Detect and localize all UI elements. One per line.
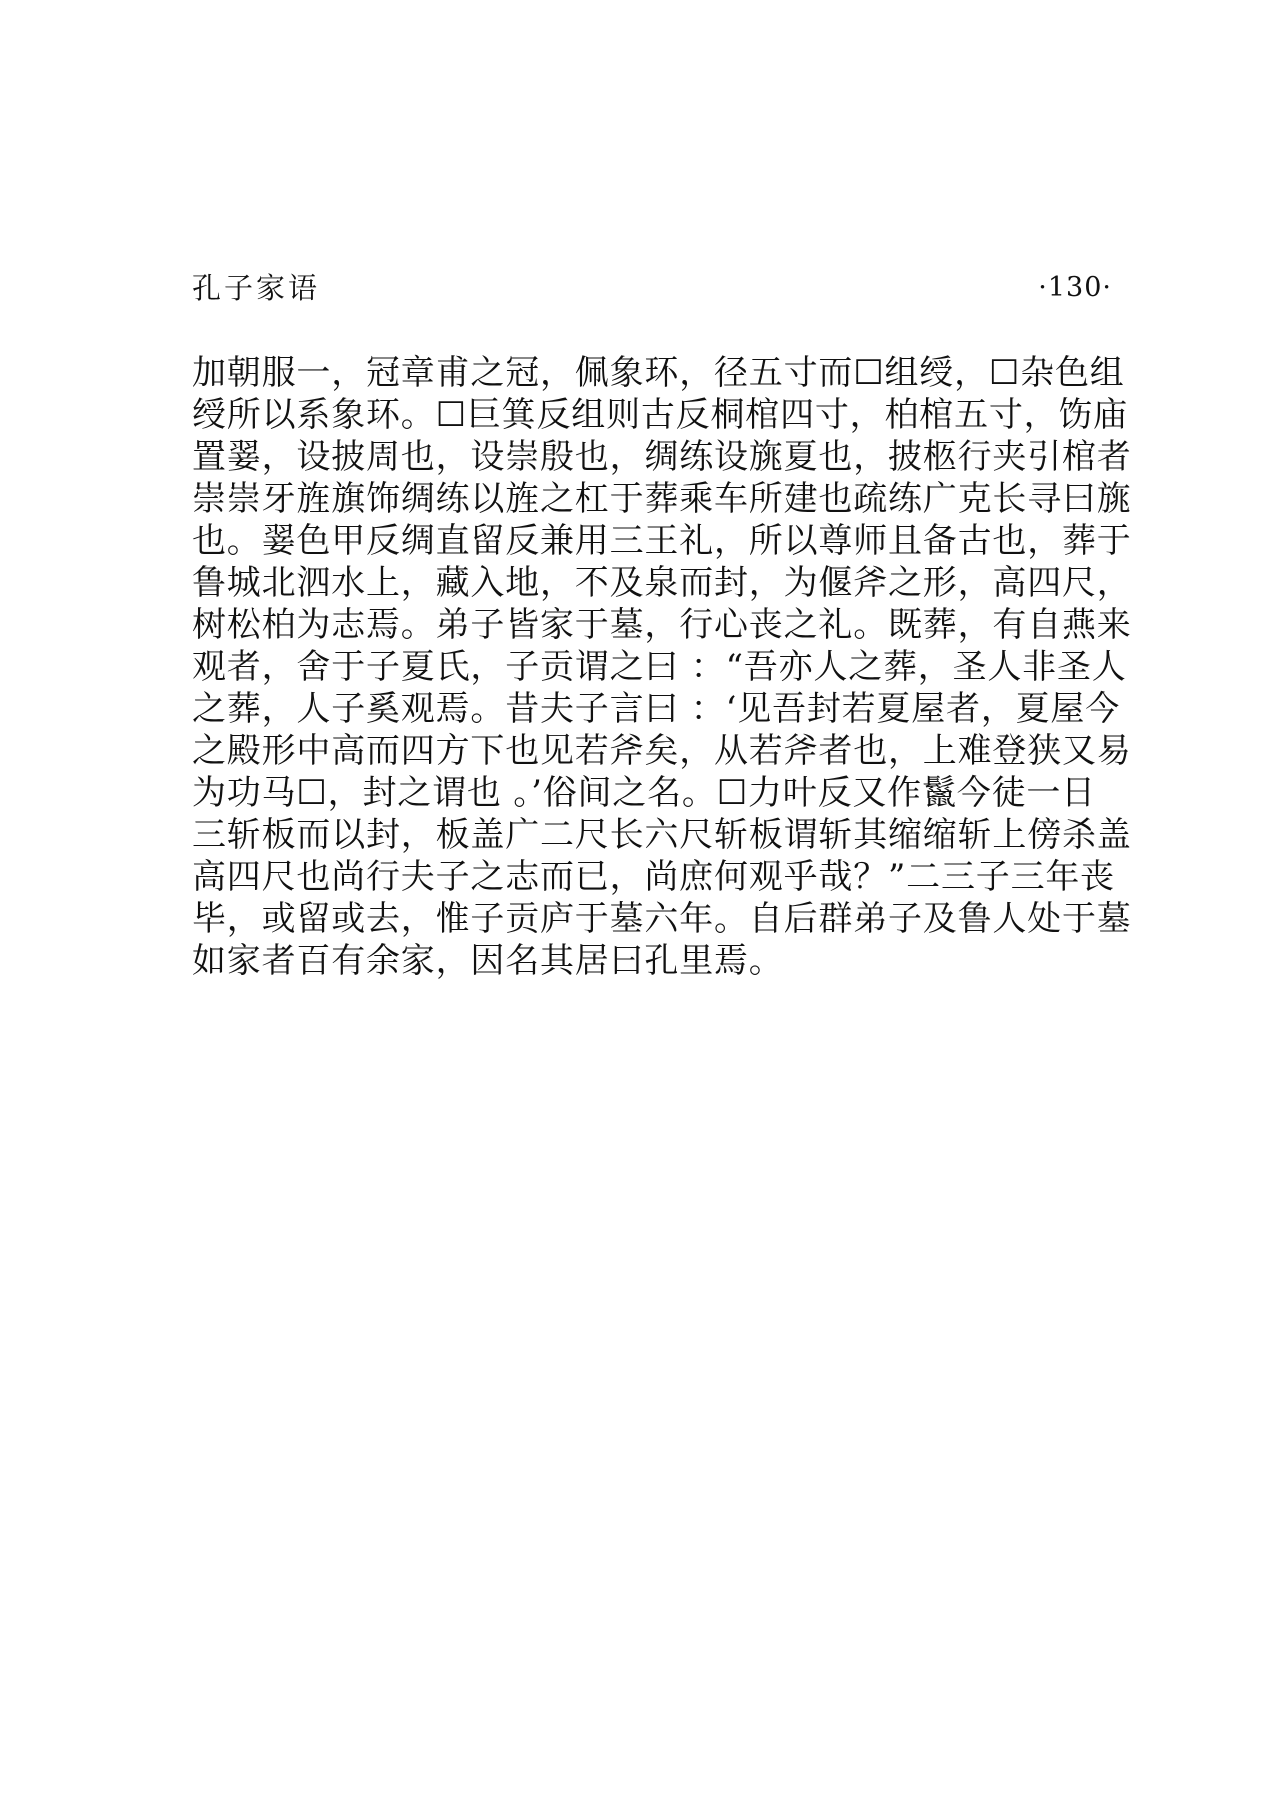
page-number: ·130· [1038,272,1112,303]
text-line: 鲁城北泗水上，藏入地，不及泉而封，为偃斧之形，高四尺， [192,563,1132,603]
body-text [192,352,1132,982]
text-line: 为功马☐，封之谓也 。’俗间之名。☐力叶反又作鬣今徒一日 [192,773,1096,813]
text-line: 绶所以系象环。☐巨箕反组则古反桐棺四寸，柏棺五寸，饬庙 [192,395,1129,435]
text-line: 加朝服一，冠章甫之冠，佩象环，径五寸而☐组绶，☐杂色组 [192,353,1125,393]
text-line: 崇崇牙旌旗饰绸练以旌之杠于葬乘车所建也疏练广克长寻曰旐 [192,479,1132,519]
page-header [192,268,1112,308]
text-line: 也。翣色甲反绸直留反兼用三王礼，所以尊师且备古也，葬于 [192,521,1132,561]
text-line: 观者，舍于子夏氏，子贡谓之曰 ：“吾亦人之葬，圣人非圣人 [192,647,1127,687]
text-line: 置翣，设披周也，设崇殷也，绸练设旐夏也，披柩行夹引棺者 [192,437,1132,477]
text-line: 之殿形中高而四方下也见若斧矣，从若斧者也，上难登狭又易 [192,731,1132,771]
text-line: 之葬，人子奚观焉。昔夫子言曰 ：‘见吾封若夏屋者，夏屋今 [192,689,1121,729]
book-title: 孔子家语 [192,271,321,305]
text-line: 树松柏为志焉。弟子皆家于墓，行心丧之礼。既葬，有自燕来 [192,605,1132,645]
text-line: 三斩板而以封，板盖广二尺长六尺斩板谓斩其缩缩斩上傍杀盖 [192,815,1132,855]
text-line: 高四尺也尚行夫子之志而已，尚庶何观乎哉？”二三子三年丧 [192,857,1115,897]
text-line: 如家者百有余家，因名其居曰孔里焉。 [192,941,784,981]
text-line: 毕，或留或去，惟子贡庐于墓六年。自后群弟子及鲁人处于墓 [192,899,1132,939]
